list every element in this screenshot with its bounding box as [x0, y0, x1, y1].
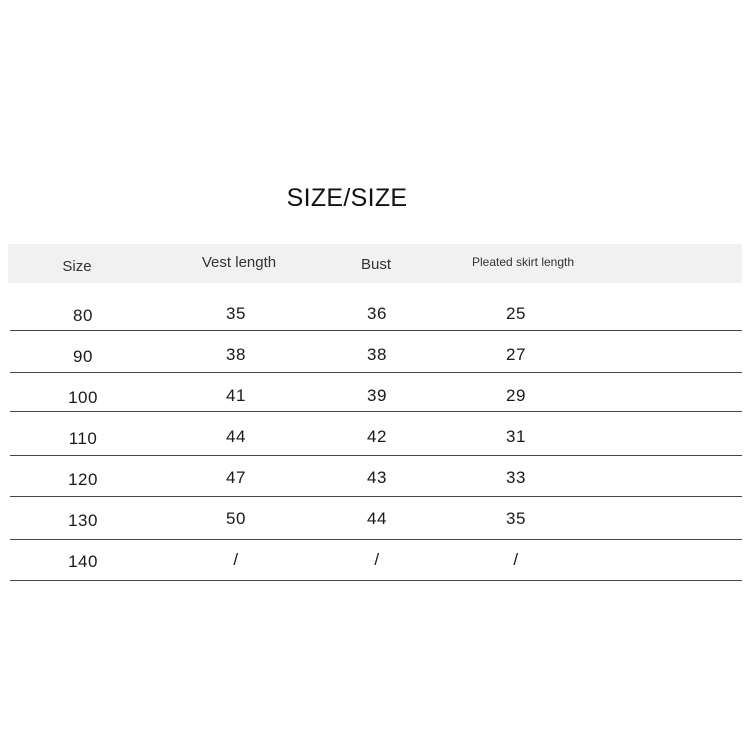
- row-divider: [10, 330, 742, 331]
- row-divider: [10, 539, 742, 540]
- bust-cell: 43: [367, 468, 387, 487]
- column-header-size: Size: [62, 258, 92, 275]
- bust-cell: 39: [367, 386, 387, 405]
- size-cell: 80: [73, 306, 93, 325]
- vest-length-cell: 44: [226, 427, 246, 446]
- vest-length-cell: 38: [226, 345, 246, 364]
- skirt-length-cell: 25: [506, 304, 526, 323]
- bust-cell: 38: [367, 345, 387, 364]
- skirt-length-cell: 29: [506, 386, 526, 405]
- vest-length-cell: 47: [226, 468, 246, 487]
- size-cell: 100: [68, 388, 98, 407]
- bust-cell: 42: [367, 427, 387, 446]
- skirt-length-cell: 33: [506, 468, 526, 487]
- bust-cell: 44: [367, 509, 387, 528]
- skirt-length-cell: 35: [506, 509, 526, 528]
- page-title: SIZE/SIZE: [286, 184, 408, 212]
- vest-length-cell: 41: [226, 386, 246, 405]
- size-cell: 90: [73, 347, 93, 366]
- size-cell: 110: [68, 429, 98, 448]
- row-divider: [10, 372, 742, 373]
- size-cell: 130: [68, 511, 98, 530]
- bust-cell: 36: [367, 304, 387, 323]
- table-row: [0, 460, 750, 501]
- bust-cell: /: [374, 550, 380, 569]
- skirt-length-cell: 31: [506, 427, 526, 446]
- column-header-vest-length: Vest length: [201, 254, 277, 271]
- column-header-bust: Bust: [360, 256, 392, 273]
- row-divider: [10, 455, 742, 456]
- row-divider: [10, 496, 742, 497]
- vest-length-cell: /: [233, 550, 239, 569]
- table-row: [0, 419, 750, 460]
- row-divider: [10, 411, 742, 412]
- skirt-length-cell: /: [513, 550, 519, 569]
- table-bottom-border: [10, 580, 742, 581]
- size-cell: 120: [68, 470, 98, 489]
- table-row: [0, 378, 750, 419]
- vest-length-cell: 35: [226, 304, 246, 323]
- column-header-pleated-skirt-length: Pleated skirt length: [471, 255, 575, 269]
- vest-length-cell: 50: [226, 509, 246, 528]
- table-row: [0, 542, 750, 583]
- size-cell: 140: [68, 552, 98, 571]
- skirt-length-cell: 27: [506, 345, 526, 364]
- table-row: [0, 501, 750, 542]
